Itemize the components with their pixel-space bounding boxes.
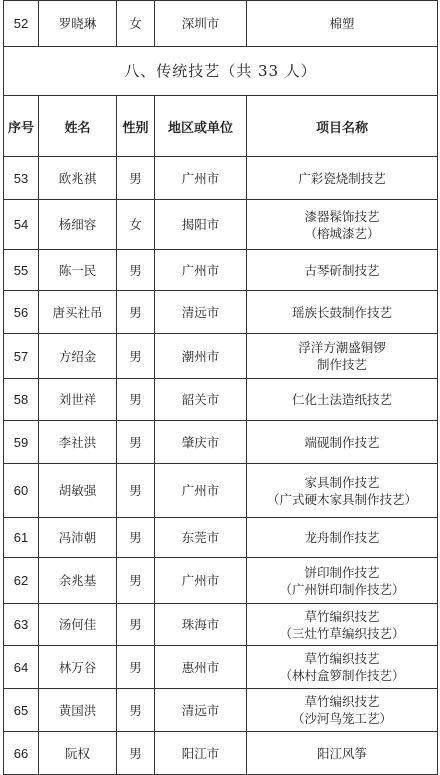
header-number: 序号 (4, 96, 39, 157)
gender: 男 (117, 689, 155, 732)
project-name-line: （广州饼印制作技艺） (279, 581, 405, 597)
project-name (247, 558, 438, 604)
project-name-line: 草竹编织技艺 (304, 608, 380, 624)
gender: 男 (117, 604, 155, 646)
region: 肇庆市 (155, 421, 247, 464)
region: 阳江市 (155, 732, 247, 775)
project-name-line: 端砚制作技艺 (304, 434, 380, 450)
table-row (4, 379, 438, 421)
project-name-line: 仁化土法造纸技艺 (291, 392, 392, 407)
region: 广州市 (155, 157, 247, 200)
row-number: 56 (4, 291, 39, 334)
project-name: 棉塑 (247, 1, 438, 47)
project-name (247, 732, 438, 775)
project-name-line: 浮洋方潮盛铜锣 (298, 340, 386, 355)
person-name: 李社洪 (39, 421, 117, 464)
region: 揭阳市 (155, 200, 247, 250)
region: 广州市 (155, 250, 247, 291)
table-row (4, 646, 438, 689)
gender: 男 (117, 558, 155, 604)
table-row (4, 518, 438, 558)
person-name: 胡敏强 (39, 464, 117, 518)
project-name-line: 龙舟制作技艺 (304, 530, 380, 545)
person-name: 唐买社吊 (39, 291, 117, 334)
table-row (4, 689, 438, 732)
project-name (247, 334, 438, 379)
region: 韶关市 (155, 379, 247, 421)
gender: 男 (117, 421, 155, 464)
project-name-line: 制作技艺 (316, 357, 367, 372)
heritage-table (3, 0, 438, 775)
row-number: 62 (4, 558, 39, 604)
project-name (247, 157, 438, 200)
person-name: 杨细容 (39, 200, 117, 250)
person-name: 黄国洪 (39, 689, 117, 732)
project-name-line: 饼印制作技艺 (304, 564, 380, 580)
project-name (247, 689, 438, 732)
region: 广州市 (155, 464, 247, 518)
row-number: 60 (4, 464, 39, 518)
row-number: 53 (4, 157, 39, 200)
project-name-line: 古琴斫制技艺 (304, 262, 380, 278)
table-row (4, 200, 438, 250)
person-name: 罗晓琳 (39, 1, 117, 47)
header-name: 姓名 (39, 96, 117, 157)
table-row (4, 558, 438, 604)
gender: 男 (117, 334, 155, 379)
person-name: 余兆基 (39, 558, 117, 604)
gender: 男 (117, 732, 155, 775)
project-name (247, 379, 438, 421)
header-row (4, 96, 438, 157)
project-name-line: 漆器髹饰技艺 (304, 208, 380, 224)
gender: 男 (117, 250, 155, 291)
project-name (247, 646, 438, 689)
project-name-line: 广彩瓷烧制技艺 (298, 170, 386, 186)
row-number: 58 (4, 379, 39, 421)
row-number: 66 (4, 732, 39, 775)
person-name: 欧兆祺 (39, 157, 117, 200)
table-row (4, 157, 438, 200)
section-title: 八、传统技艺（共 33 人） (4, 47, 438, 96)
project-name (247, 200, 438, 250)
project-name (247, 291, 438, 334)
project-name-line: （沙河鸟笼工艺） (291, 711, 392, 726)
table-row (4, 334, 438, 379)
header-gender: 性别 (117, 96, 155, 157)
table-row (4, 732, 438, 775)
row-number: 59 (4, 421, 39, 464)
person-name: 方绍金 (39, 334, 117, 379)
region: 深圳市 (155, 1, 247, 47)
row-number: 57 (4, 334, 39, 379)
region: 清远市 (155, 291, 247, 334)
project-name (247, 464, 438, 518)
gender: 男 (117, 291, 155, 334)
table-row (4, 250, 438, 291)
person-name: 汤何佳 (39, 604, 117, 646)
project-name-line: （广式硬木家具制作技艺） (266, 491, 417, 507)
row-number: 55 (4, 250, 39, 291)
gender: 男 (117, 646, 155, 689)
project-name (247, 604, 438, 646)
row-number: 61 (4, 518, 39, 558)
project-name-line: 阳江风筝 (316, 745, 367, 761)
row-number: 63 (4, 604, 39, 646)
person-name: 林万谷 (39, 646, 117, 689)
person-name: 陈一民 (39, 250, 117, 291)
project-name-line: （榕城漆艺） (304, 225, 380, 241)
project-name-line: （林村盒箩制作技艺） (279, 668, 405, 683)
row-number: 52 (4, 1, 39, 47)
gender: 男 (117, 464, 155, 518)
gender: 男 (117, 518, 155, 558)
region: 珠海市 (155, 604, 247, 646)
gender: 男 (117, 379, 155, 421)
table-row (4, 464, 438, 518)
gender: 男 (117, 157, 155, 200)
project-name (247, 250, 438, 291)
region: 东莞市 (155, 518, 247, 558)
person-name: 刘世祥 (39, 379, 117, 421)
section-title-row (4, 47, 438, 96)
project-name-line: 瑶族长鼓制作技艺 (291, 304, 392, 320)
region: 清远市 (155, 689, 247, 732)
table-row (4, 291, 438, 334)
row-number: 64 (4, 646, 39, 689)
project-name-line: 家具制作技艺 (304, 474, 380, 490)
table-row (4, 1, 438, 47)
table-row (4, 604, 438, 646)
person-name: 冯沛朝 (39, 518, 117, 558)
gender: 女 (117, 1, 155, 47)
row-number: 54 (4, 200, 39, 250)
project-name-line: 草竹编织技艺 (304, 651, 380, 666)
person-name: 阮权 (39, 732, 117, 775)
row-number: 65 (4, 689, 39, 732)
project-name-line: （三灶竹草编织技艺） (279, 625, 405, 641)
gender: 女 (117, 200, 155, 250)
header-region: 地区或单位 (155, 96, 247, 157)
region: 广州市 (155, 558, 247, 604)
project-name-line: 草竹编织技艺 (304, 694, 380, 709)
region: 潮州市 (155, 334, 247, 379)
region: 惠州市 (155, 646, 247, 689)
table-row (4, 421, 438, 464)
header-project: 项目名称 (247, 96, 438, 157)
project-name (247, 518, 438, 558)
project-name (247, 421, 438, 464)
